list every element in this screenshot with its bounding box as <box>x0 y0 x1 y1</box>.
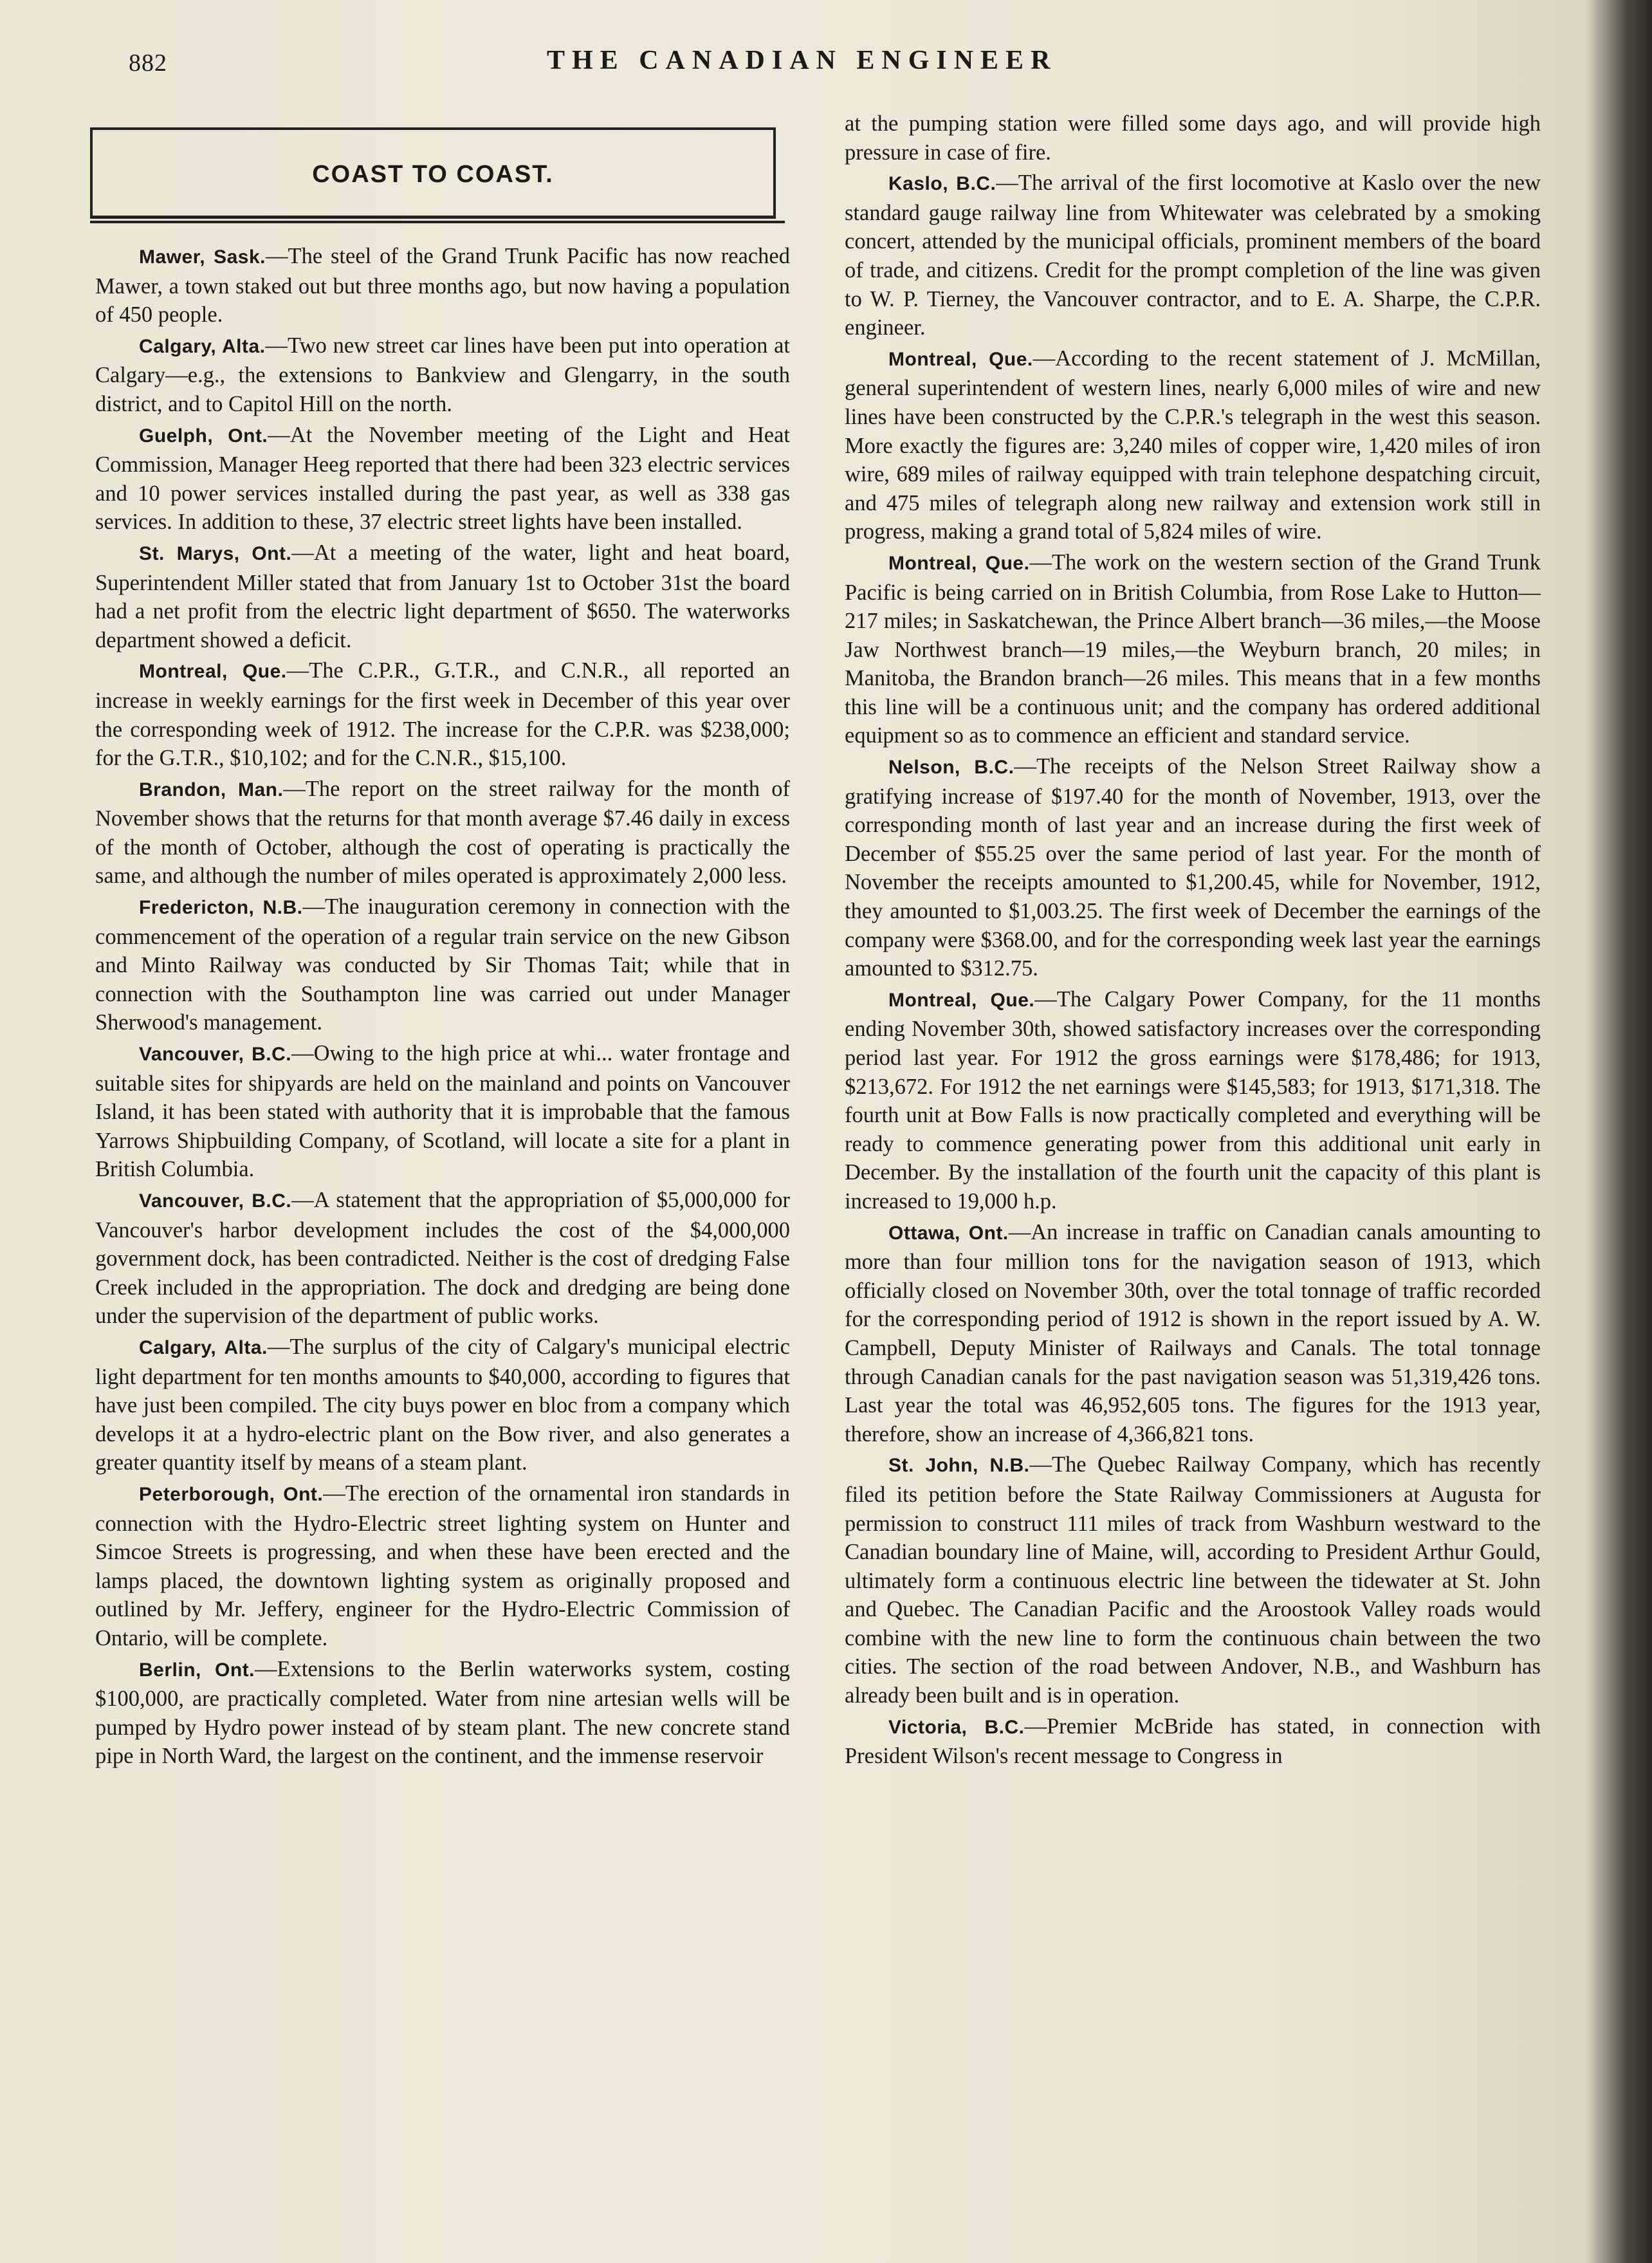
news-item-place: Peterborough, Ont. <box>139 1483 324 1505</box>
news-item-place: Victoria, B.C. <box>888 1716 1025 1738</box>
news-item-text: —A statement that the appropriation of $5,000,000 for Vancouver's harbor development includes the cost of the $4,000,000 government dock, has been contradicted. Neither is the cost of dredging False Creek included in the appropriation. The dock and dredging are being done under the supervision of the department of public works. <box>95 1188 790 1329</box>
news-item-place: Calgary, Alta. <box>139 1336 268 1358</box>
news-item-text: —The steel of the Grand Trunk Pacific has now reached Mawer, a town staked out but three months ago, but now having a population of 450 people. <box>95 244 790 328</box>
news-item <box>845 169 1541 342</box>
news-item <box>95 421 790 537</box>
news-item <box>95 539 790 654</box>
news-item-text: —The work on the western section of the Grand Trunk Pacific is being carried on in British Columbia, from Rose Lake to Hutton—217 miles; in Saskatchewan, the Prince Albert branch—36 miles,—the Moose Jaw Northwest branch—19 miles,—the Weyburn branch, 20 miles; in Manitoba, the Brandon branch—26 miles. This means that in a few months this line will be a continuous unit; and the company has ordered additional equipment so as to commence an efficient and standard service. <box>845 550 1541 748</box>
page-number: 882 <box>129 50 167 77</box>
news-item-place: Ottawa, Ont. <box>888 1222 1009 1244</box>
news-item-text: —The receipts of the Nelson Street Railway show a gratifying increase of $197.40 for the month of November, 1913, over the corresponding month of last year and an increase during the first week of December of $55.25 over the same period of last year. For the month of November the receipts amounted to $1,200.45, while for November, 1912, they amounted to $1,003.25. The first week of December the earnings of the company were $368.00, and for the corresponding week last year the earnings amounted to $312.75. <box>845 754 1541 981</box>
news-item-place: Guelph, Ont. <box>139 425 268 447</box>
news-item-text: —The Quebec Railway Company, which has recently filed its petition before the State Railway Commissioners at Augusta for permission to construct 111 miles of track from Washburn westward to the Canadian boundary line of Maine, will, according to President Arthur Gould, ultimately form a continuous electric line between the tidewater at St. John and Quebec. The Canadian Pacific and the Aroostook Valley roads would combine with the new line to form the continuous chain between the two cities. The section of the road between Andover, N.B., and Washburn has already been built and is in operation. <box>845 1452 1541 1708</box>
news-item-text: —The inauguration ceremony in connection with the commencement of the operation of a regular train service on the new Gibson and Minto Railway was conducted by Sir Thomas Tait; while that in connection with the Southampton line was carried out under Manager Sherwood's management. <box>95 894 790 1035</box>
news-item-text: —Premier McBride has stated, in connection with President Wilson's recent message to Congress in <box>845 1713 1541 1769</box>
news-item <box>845 344 1541 546</box>
news-item <box>95 242 790 329</box>
news-item-place: Vancouver, B.C. <box>139 1044 292 1066</box>
news-item-text: —At the November meeting of the Light and Heat Commission, Manager Heeg reported that there had been 323 electric services and 10 power services installed during the past year, as well as 338 gas services. In addition to these, 37 electric street lights have been installed. <box>95 422 790 535</box>
news-item-text: —At a meeting of the water, light and heat board, Superintendent Miller stated that from January 1st to October 31st the board had a net profit from the electric light department of $650. The waterworks department showed a deficit. <box>95 540 790 652</box>
news-item-place: Brandon, Man. <box>139 779 284 800</box>
news-item-text: —The C.P.R., G.T.R., and C.N.R., all reported an increase in weekly earnings for the first week in December of this year over the corresponding week of 1912. The increase for the C.P.R. was $238,000; for the G.T.R., $10,102; and for the C.N.R., $15,100. <box>95 658 791 771</box>
news-item-text: —The Calgary Power Company, for the 11 months ending November 30th, showed satisfactory increases over the corresponding period last year. For 1912 the gross earnings were $178,486; for 1913, $213,672. For 1912 the net earnings were $145,583; for 1913, $171,318. The fourth unit at Bow Falls is now practically completed and everything will be ready to commence generating power from this additional unit early in December. By the installation of the fourth unit the capacity of this plant is increased to 19,000 h.p. <box>845 986 1541 1214</box>
news-item-text: —The surplus of the city of Calgary's municipal electric light department for ten months amounts to $40,000, according to figures that have just been compiled. The city buys power en bloc from a company which develops it at a hydro-electric plant on the Bow river, and also generates a greater quantity itself by means of a steam plant. <box>95 1334 790 1475</box>
news-item-place: Fredericton, N.B. <box>139 897 303 919</box>
news-item <box>95 892 790 1037</box>
news-item <box>845 1218 1541 1449</box>
news-item <box>845 752 1541 983</box>
news-item-text: —Owing to the high price at whi... water frontage and suitable sites for shipyards are held on the mainland and points on Vancouver Island, it has been stated with authority that it is improbable that the famous Yarrows Shipbuilding Company, of Scotland, will locate a site for a plant in British Columbia. <box>95 1041 790 1182</box>
news-item <box>95 1333 790 1477</box>
news-item <box>95 1655 790 1771</box>
news-item-text: —According to the recent statement of J. McMillan, general superintendent of western lines, nearly 6,000 miles of wire and new lines have been constructed by the C.P.R.'s telegraph in the west this season. More exactly the figures are: 3,240 miles of copper wire, 1,420 miles of iron wire, 689 miles of railway equipped with train telephone despatching circuit, and 475 miles of telegraph along new railway and extension work still in progress, making a grand total of 5,824 miles of wire. <box>845 346 1541 544</box>
news-item <box>845 548 1541 750</box>
news-item-place: Vancouver, B.C. <box>139 1190 292 1212</box>
news-item-place: St. Marys, Ont. <box>139 542 292 564</box>
news-item <box>95 656 790 772</box>
section-title: COAST TO COAST. <box>312 161 554 188</box>
news-item-text: —The arrival of the first locomotive at Kaslo over the new standard gauge railway line from Whitewater was celebrated by a smoking concert, attended by the municipal officials, prominent members of the board of trade, and citizens. Credit for the prompt completion of the line was given to W. P. Tierney, the Vancouver contractor, and to E. A. Sharpe, the C.P.R. engineer. <box>845 171 1541 340</box>
news-item-place: Montreal, Que. <box>139 661 287 683</box>
news-item-place: Calgary, Alta. <box>139 335 266 357</box>
news-item <box>95 1186 790 1331</box>
news-item-place: Montreal, Que. <box>888 989 1035 1011</box>
news-item <box>95 331 790 419</box>
news-item-place: St. John, N.B. <box>888 1455 1030 1477</box>
journal-title: THE CANADIAN ENGINEER <box>547 46 1058 75</box>
news-item-place: Montreal, Que. <box>888 552 1030 574</box>
news-item-text: —Extensions to the Berlin waterworks system, costing $100,000, are practically completed. Water from nine artesian wells will be pumped by Hydro power instead of by steam plant. The new concrete stand pipe in North Ward, the largest on the continent, and the immense reservoir <box>95 1656 790 1769</box>
news-item-place: Nelson, B.C. <box>888 757 1014 779</box>
news-item <box>95 775 790 891</box>
continued-paragraph: at the pumping station were filled some days ago, and will provide high pressure in case of fire. <box>845 111 1541 165</box>
news-item <box>845 1450 1541 1710</box>
news-item-text: —Two new street car lines have been put into operation at Calgary—e.g., the extensions to Bankview and Glengarry, in the south district, and to Capitol Hill on the north. <box>95 333 790 416</box>
running-head <box>129 45 1531 84</box>
news-item-text: —The erection of the ornamental iron standards in connection with the Hydro-Electric street lighting system on Hunter and Simcoe Streets is progressing, and when these have been erected and the lamps placed, the downtown lighting system as originally proposed and outlined by Mr. Jeffery, engineer for the Hydro-Electric Commission of Ontario, will be complete. <box>95 1481 791 1650</box>
news-item <box>95 1039 790 1184</box>
news-item <box>845 1712 1541 1771</box>
news-item-place: Kaslo, B.C. <box>888 173 996 195</box>
news-item <box>845 985 1541 1216</box>
news-item-place: Montreal, Que. <box>888 348 1033 370</box>
news-item-place: Berlin, Ont. <box>139 1659 255 1681</box>
news-item-text: —The report on the street railway for the month of November shows that the returns for that month average $7.46 daily in excess of the month of October, although the cost of operating is practically the same, and although the number of miles operated is approximately 2,000 less. <box>95 776 790 889</box>
news-item-text: —An increase in traffic on Canadian canals amounting to more than four million tons for the navigation season of 1913, which officially closed on November 30th, over the total tonnage of traffic recorded for the corresponding period of 1912 is shown in the report issued by A. W. Campbell, Deputy Minister of Railways and Canals. The total tonnage through Canadian canals for the past navigation season was 51,319,426 tons. Last year the total was 46,952,605 tons. The figures for the 1913 year, therefore, show an increase of 4,366,821 tons. <box>845 1219 1541 1446</box>
section-title-box <box>90 127 776 219</box>
news-item <box>95 1479 790 1653</box>
news-item-place: Mawer, Sask. <box>139 246 266 268</box>
